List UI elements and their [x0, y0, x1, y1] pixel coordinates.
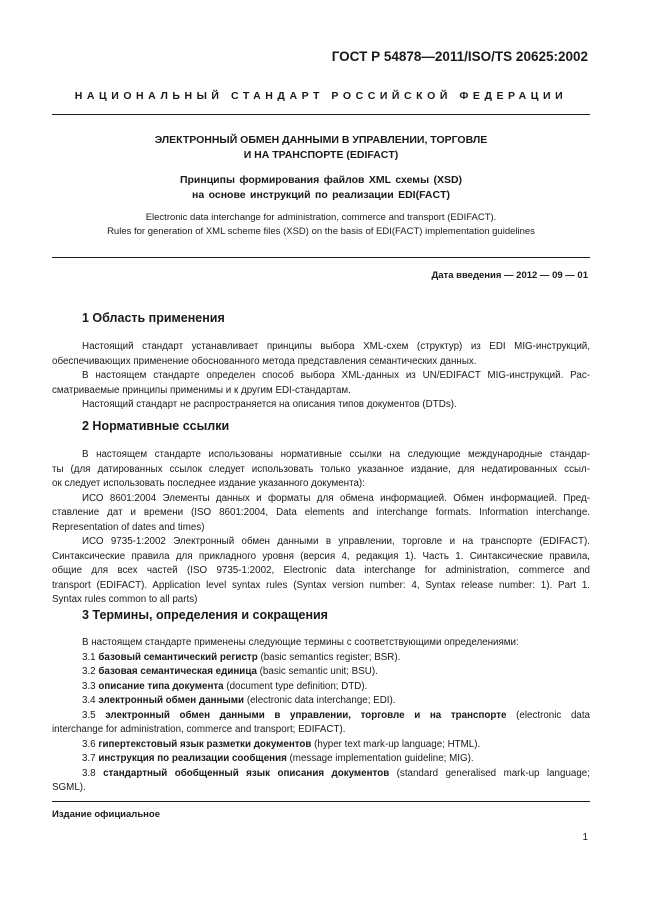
term-name: стандартный обобщенный язык описания документов: [103, 767, 390, 779]
term-name: электронный обмен данными в управлении, торговле и на транспорте: [105, 709, 507, 721]
body-line: Настоящий стандарт устанавливает принципы выбора XML-схем (структур) из EDI MIG-инструкций,: [82, 341, 590, 352]
section-heading-terms: 3 Термины, определения и сокращения: [82, 608, 328, 622]
term-name: базовая семантическая единица: [98, 666, 257, 677]
term-name: электронный обмен данными: [98, 695, 245, 706]
term-definition: (message implementation guideline; MIG).: [289, 753, 474, 764]
standard-subtitle: [52, 173, 590, 203]
term-definition: (hyper text mark-up language; HTML).: [314, 738, 481, 750]
term-entry: [52, 694, 590, 709]
section-heading-references: 2 Нормативные ссылки: [82, 419, 230, 433]
body-line: сматриваемые принципы применимы и к другим EDI-стандартам.: [52, 384, 351, 396]
body-line: Syntax rules common to all parts): [52, 594, 198, 605]
term-number: 3.8: [82, 767, 96, 779]
section-body-references: [52, 448, 590, 608]
term-name: базовый семантический регистр: [98, 651, 258, 663]
english-title-line: Rules for generation of XML scheme files (XSD) on the basis of EDI(FACT) implementation guidelines: [107, 226, 535, 237]
term-number: 3.1: [82, 651, 96, 663]
term-entry: [52, 651, 590, 666]
term-definition: (electronic data interchange; EDI).: [246, 695, 396, 706]
official-edition-label: Издание официальное: [52, 809, 160, 820]
term-definition: (electronic data: [516, 709, 591, 721]
body-line: ИСО 8601:2004 Элементы данных и форматы для обмена информацией. Обмен информацией. Пред-: [82, 492, 590, 504]
term-continuation: interchange for administration, commerce and transport; EDIFACT).: [52, 724, 346, 735]
term-name: инструкция по реализации сообщения: [98, 753, 287, 764]
body-line: Настоящий стандарт не распространяется на описания типов документов (DTDs).: [82, 399, 457, 410]
english-title: [52, 211, 590, 239]
section-heading-scope: 1 Область применения: [82, 311, 225, 325]
body-line: В настоящем стандарте определен способ выбора XML-данных из UN/EDIFACT MIG-инструкций. Рас-: [82, 370, 590, 381]
term-number: 3.4: [82, 695, 96, 706]
term-definition: (basic semantic unit; BSU).: [259, 666, 378, 677]
body-line: ставление дат и времени (ISO 8601:2004, Data elements and interchange formats. Information interchange.: [52, 507, 590, 518]
term-entry: [52, 752, 590, 767]
body-line: ИСО 9735-1:2002 Электронный обмен данными в управлении, торговле и на транспорте (EDIFACT).: [82, 536, 590, 547]
footer-divider: [52, 801, 590, 802]
term-entry: [52, 709, 590, 724]
title-divider: [52, 257, 590, 258]
body-line: ты (для датированных ссылок следует использовать только указанное издание, для недатированных ссыл-: [52, 463, 590, 475]
term-number: 3.3: [82, 680, 96, 692]
term-continuation: SGML).: [52, 782, 86, 793]
term-entry: [52, 738, 590, 753]
standard-title-line: ЭЛЕКТРОННЫЙ ОБМЕН ДАННЫМИ В УПРАВЛЕНИИ, ТОРГОВЛЕ: [154, 134, 488, 146]
introduction-date: Дата введения — 2012 — 09 — 01: [431, 270, 588, 281]
body-line: ок следует использовать последнее издание указанного документа):: [52, 478, 365, 489]
term-name: гипертекстовый язык разметки документов: [98, 738, 312, 750]
body-line: В настоящем стандарте применены следующие термины с соответствующими определениями:: [82, 637, 519, 648]
body-line: Синтаксические правила для прикладного уровня (версия 4, редакция 1). Часть 1. Синтаксические правила,: [52, 550, 590, 562]
term-definition: (basic semantics register; BSR).: [260, 651, 401, 663]
term-entry: [52, 665, 590, 680]
standard-subtitle-line: Принципы формирования файлов XML схемы (XSD): [179, 174, 463, 186]
section-body-terms: [52, 636, 590, 796]
english-title-line: Electronic data interchange for administration, commerce and transport (EDIFACT).: [145, 212, 497, 223]
body-line: Representation of dates and times): [52, 521, 205, 533]
term-definition: (document type definition; DTD).: [226, 680, 368, 692]
standard-title: [52, 133, 590, 163]
body-line: общие для всех частей (ISO 9735-1:2002, Electronic data interchange for administration, commerce and: [52, 565, 590, 576]
term-number: 3.5: [82, 709, 96, 721]
term-number: 3.2: [82, 666, 96, 677]
term-entry: [52, 767, 590, 782]
page-number: 1: [582, 832, 588, 843]
term-number: 3.7: [82, 753, 96, 764]
term-number: 3.6: [82, 738, 96, 750]
term-definition: (standard generalised mark-up language;: [396, 767, 590, 779]
section-body-scope: [52, 340, 590, 413]
body-line: В настоящем стандарте использованы нормативные ссылки на следующие международные стандар-: [82, 449, 590, 460]
standard-subtitle-line: на основе инструкций по реализации EDI(FACT): [192, 189, 450, 201]
term-entry: [52, 680, 590, 695]
header-divider: [52, 114, 590, 115]
body-line: transport (EDIFACT). Application level syntax rules (Syntax version number: 4, Syntax release number: 1). Part 1.: [52, 579, 590, 591]
standard-title-line: И НА ТРАНСПОРТЕ (EDIFACT): [243, 149, 399, 161]
national-standard-title: НАЦИОНАЛЬНЫЙ СТАНДАРТ РОССИЙСКОЙ ФЕДЕРАЦИИ: [74, 90, 568, 102]
body-line: обеспечивающих применение обоснованного метода представления семантических данных.: [52, 355, 477, 367]
document-number: ГОСТ Р 54878—2011/ISO/TS 20625:2002: [331, 49, 588, 64]
term-name: описание типа документа: [98, 680, 224, 692]
